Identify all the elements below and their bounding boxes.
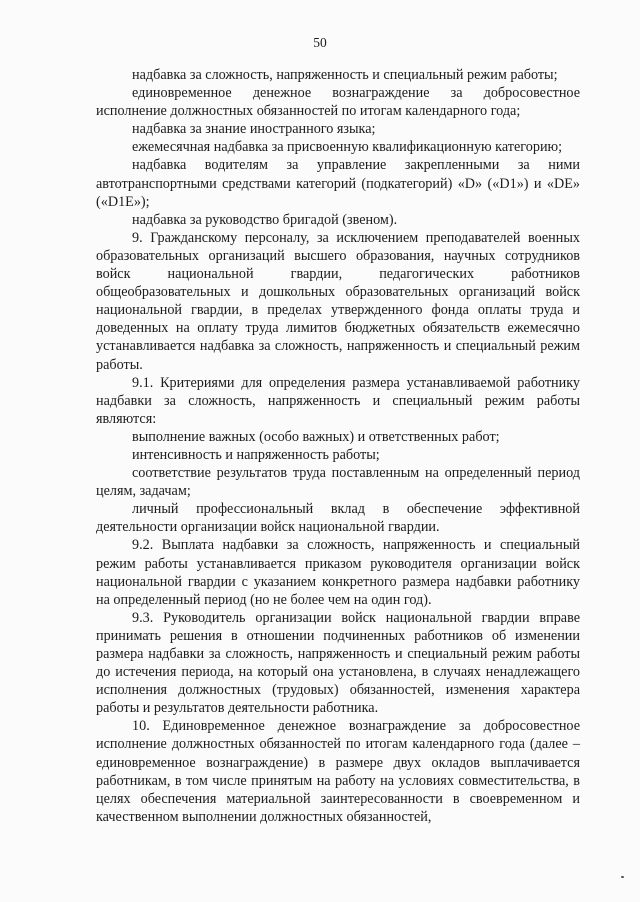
paragraph-foreign-language: надбавка за знание иностранного языка; [132, 121, 376, 138]
document-body [96, 66, 580, 826]
paragraph-section-9-3: 9.3. Руководитель организации войск национальной гвардии вправе принимать решения в отношении подчиненных работников об изменении размера надбавки за сложность, напряженность и специальный режим работы до истечения периода, на который она установлена, в случаях ненадлежащего исполнения должностных (трудовых) обязанностей, изменения характера работы и результатов деятельности работника. [96, 609, 580, 717]
paragraph-criterion-contribution: личный профессиональный вклад в обеспечение эффективной деятельности организации войск национальной гвардии. [96, 501, 580, 536]
paragraph-section-9-1: 9.1. Критериями для определения размера устанавливаемой работнику надбавки за сложность, напряженность и специальный режим работы являются: [96, 374, 580, 427]
paragraph-qualification-category: ежемесячная надбавка за присвоенную квалификационную категорию; [132, 139, 563, 156]
paragraph-one-time-reward: единовременное денежное вознаграждение за добросовестное исполнение должностных обязанностей по итогам календарного года; [96, 85, 580, 120]
paragraph-criterion-intensity: интенсивность и напряженность работы; [132, 446, 380, 463]
paragraph-allowance-complexity: надбавка за сложность, напряженность и специальный режим работы; [132, 67, 558, 83]
paragraph-criterion-important-work: выполнение важных (особо важных) и ответственных работ; [132, 428, 500, 445]
page-number: 50 [313, 35, 327, 50]
paragraph-section-10: 10. Единовременное денежное вознаграждение за добросовестное исполнение должностных обязанностей по итогам календарного года (далее – единовременное вознаграждение) в размере двух окладов выплачивается работникам, в том числе принятым на работу на условиях совместительства, в целях обеспечения материальной заинтересованности в своевременном и качественном выполнении должностных обязанностей, [96, 718, 580, 825]
paragraph-criterion-results: соответствие результатов труда поставленным на определенный период целям, задачам; [96, 465, 580, 500]
paragraph-brigade-leadership: надбавка за руководство бригадой (звеном). [132, 211, 398, 228]
scan-speck [621, 876, 624, 878]
paragraph-section-9-2: 9.2. Выплата надбавки за сложность, напряженность и специальный режим работы устанавливается приказом руководителя организации войск национальной гвардии с указанием конкретного размера надбавки работнику на определенный период (но не более чем на один год). [96, 537, 580, 608]
paragraph-drivers-allowance: надбавка водителям за управление закрепленными за ними автотранспортными средствами категорий (подкатегорий) «D» («D1») и «DE» («D1E»); [96, 157, 580, 210]
paragraph-section-9: 9. Гражданскому персоналу, за исключением преподавателей военных образовательных организаций высшего образования, научных сотрудников войск национальной гвардии, педагогических работников общеобразовательных и дошкольных образовательных организаций войск национальной гвардии, в пределах утвержденного фонда оплаты труда и доведенных на оплату труда лимитов бюджетных обязательств ежемесячно устанавливается надбавка за сложность, напряженность и специальный режим работы. [96, 229, 580, 373]
